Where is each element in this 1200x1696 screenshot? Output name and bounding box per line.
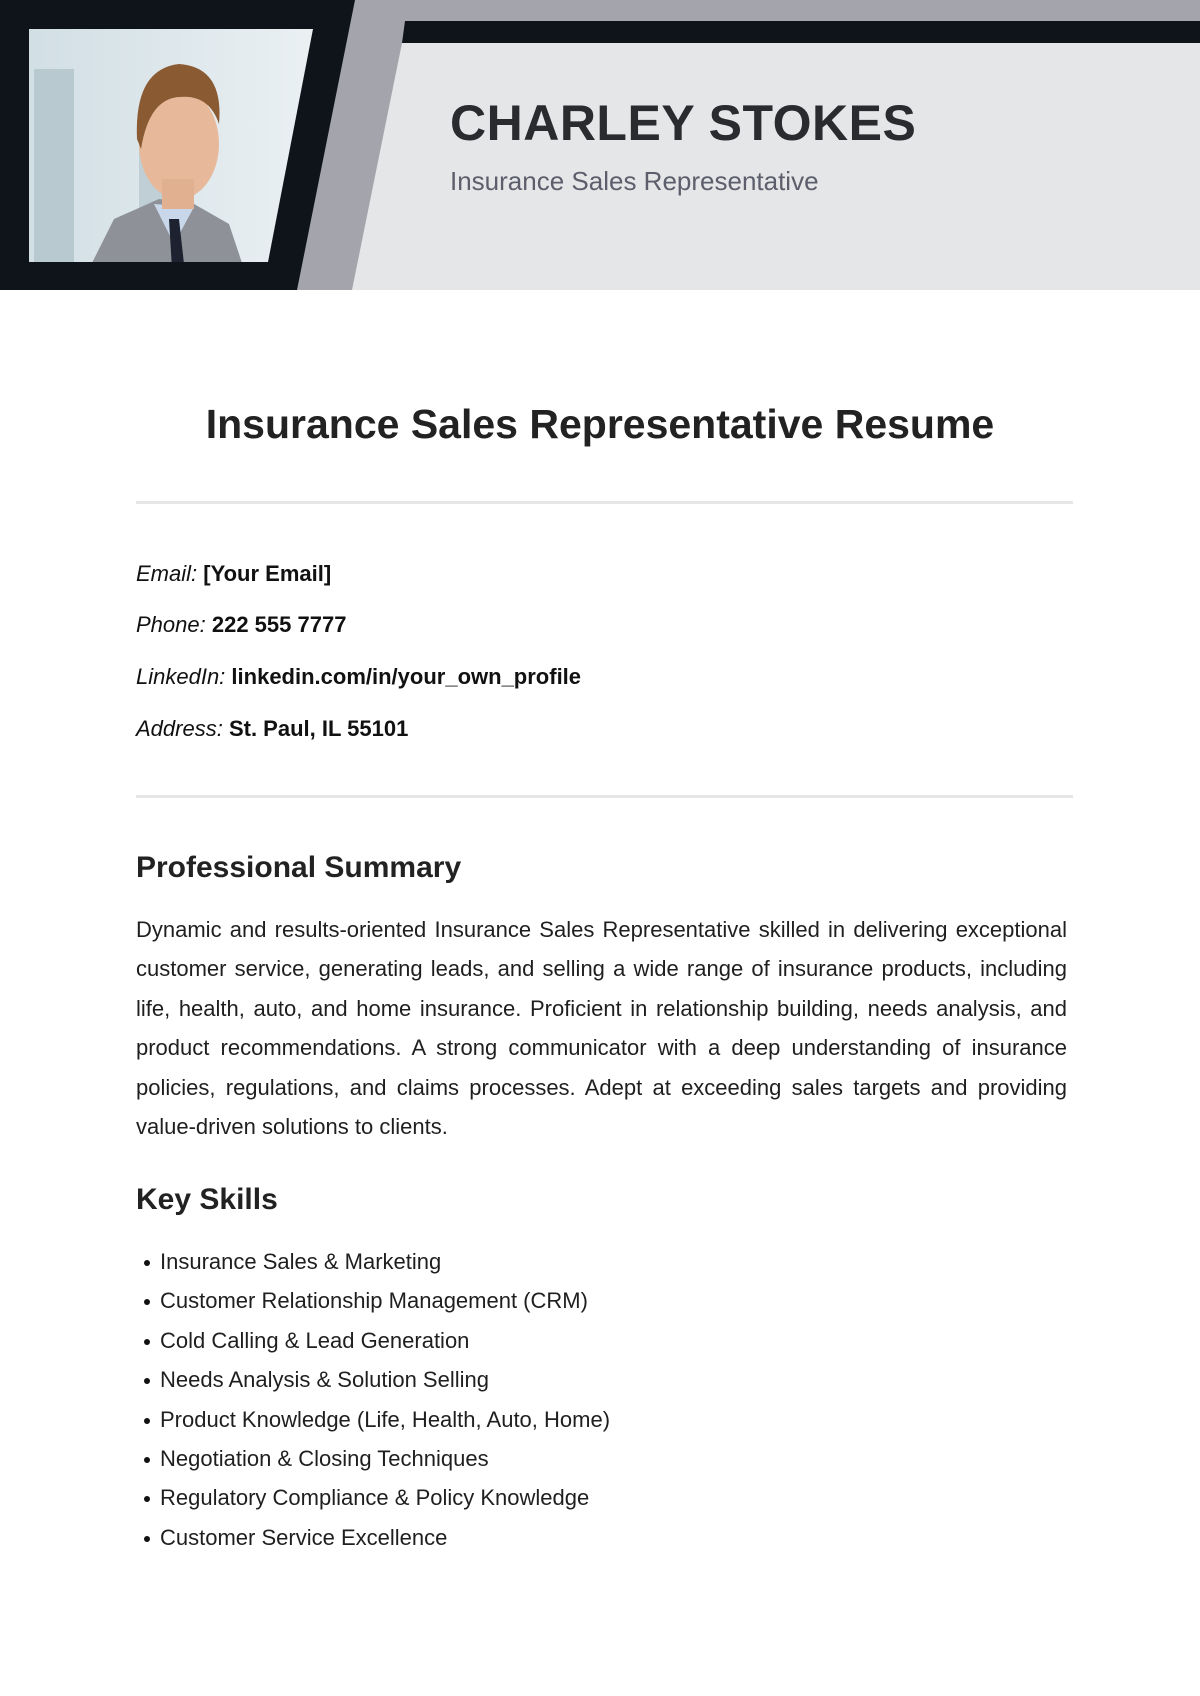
contact-value: 222 555 7777	[211, 612, 347, 637]
summary-text: Dynamic and results-oriented Insurance Sales Representative skilled in delivering exceptional customer service, generating leads, and selling a wide range of insurance products, including life, health, auto, and home insurance. Proficient in relationship building, needs analysis, and product recommendations. A strong communicator with a deep understanding of insurance policies, regulations, and claims processes. Adept at exceeding sales targets and providing value-driven solutions to clients.	[136, 917, 1067, 1140]
list-item: Needs Analysis & Solution Selling	[136, 1360, 610, 1399]
resume-header	[0, 0, 1200, 290]
contact-label: Phone:	[136, 612, 206, 637]
list-item: Product Knowledge (Life, Health, Auto, Home)	[136, 1400, 610, 1439]
contact-address	[136, 716, 408, 742]
contact-value: [Your Email]	[203, 561, 332, 586]
skills-heading: Key Skills	[136, 1183, 278, 1216]
list-item: Customer Service Excellence	[136, 1518, 610, 1557]
divider	[136, 501, 1073, 504]
contact-label: LinkedIn:	[136, 664, 226, 689]
summary-heading: Professional Summary	[136, 851, 462, 884]
list-item: Insurance Sales & Marketing	[136, 1242, 610, 1281]
list-item: Cold Calling & Lead Generation	[136, 1321, 610, 1360]
candidate-job-title: Insurance Sales Representative	[450, 166, 819, 196]
contact-linkedin	[136, 664, 581, 690]
list-item: Negotiation & Closing Techniques	[136, 1439, 610, 1478]
list-item: Customer Relationship Management (CRM)	[136, 1281, 610, 1320]
document-title: Insurance Sales Representative Resume	[205, 401, 995, 447]
contact-value: St. Paul, IL 55101	[228, 716, 409, 741]
skills-list	[136, 1242, 610, 1557]
candidate-name: CHARLEY STOKES	[450, 95, 917, 151]
contact-label: Address:	[136, 716, 223, 741]
contact-email	[136, 561, 331, 587]
contact-label: Email:	[136, 561, 198, 586]
contact-phone	[136, 612, 346, 638]
divider	[136, 795, 1073, 798]
contact-value: linkedin.com/in/your_own_profile	[231, 664, 582, 689]
list-item: Regulatory Compliance & Policy Knowledge	[136, 1478, 610, 1517]
